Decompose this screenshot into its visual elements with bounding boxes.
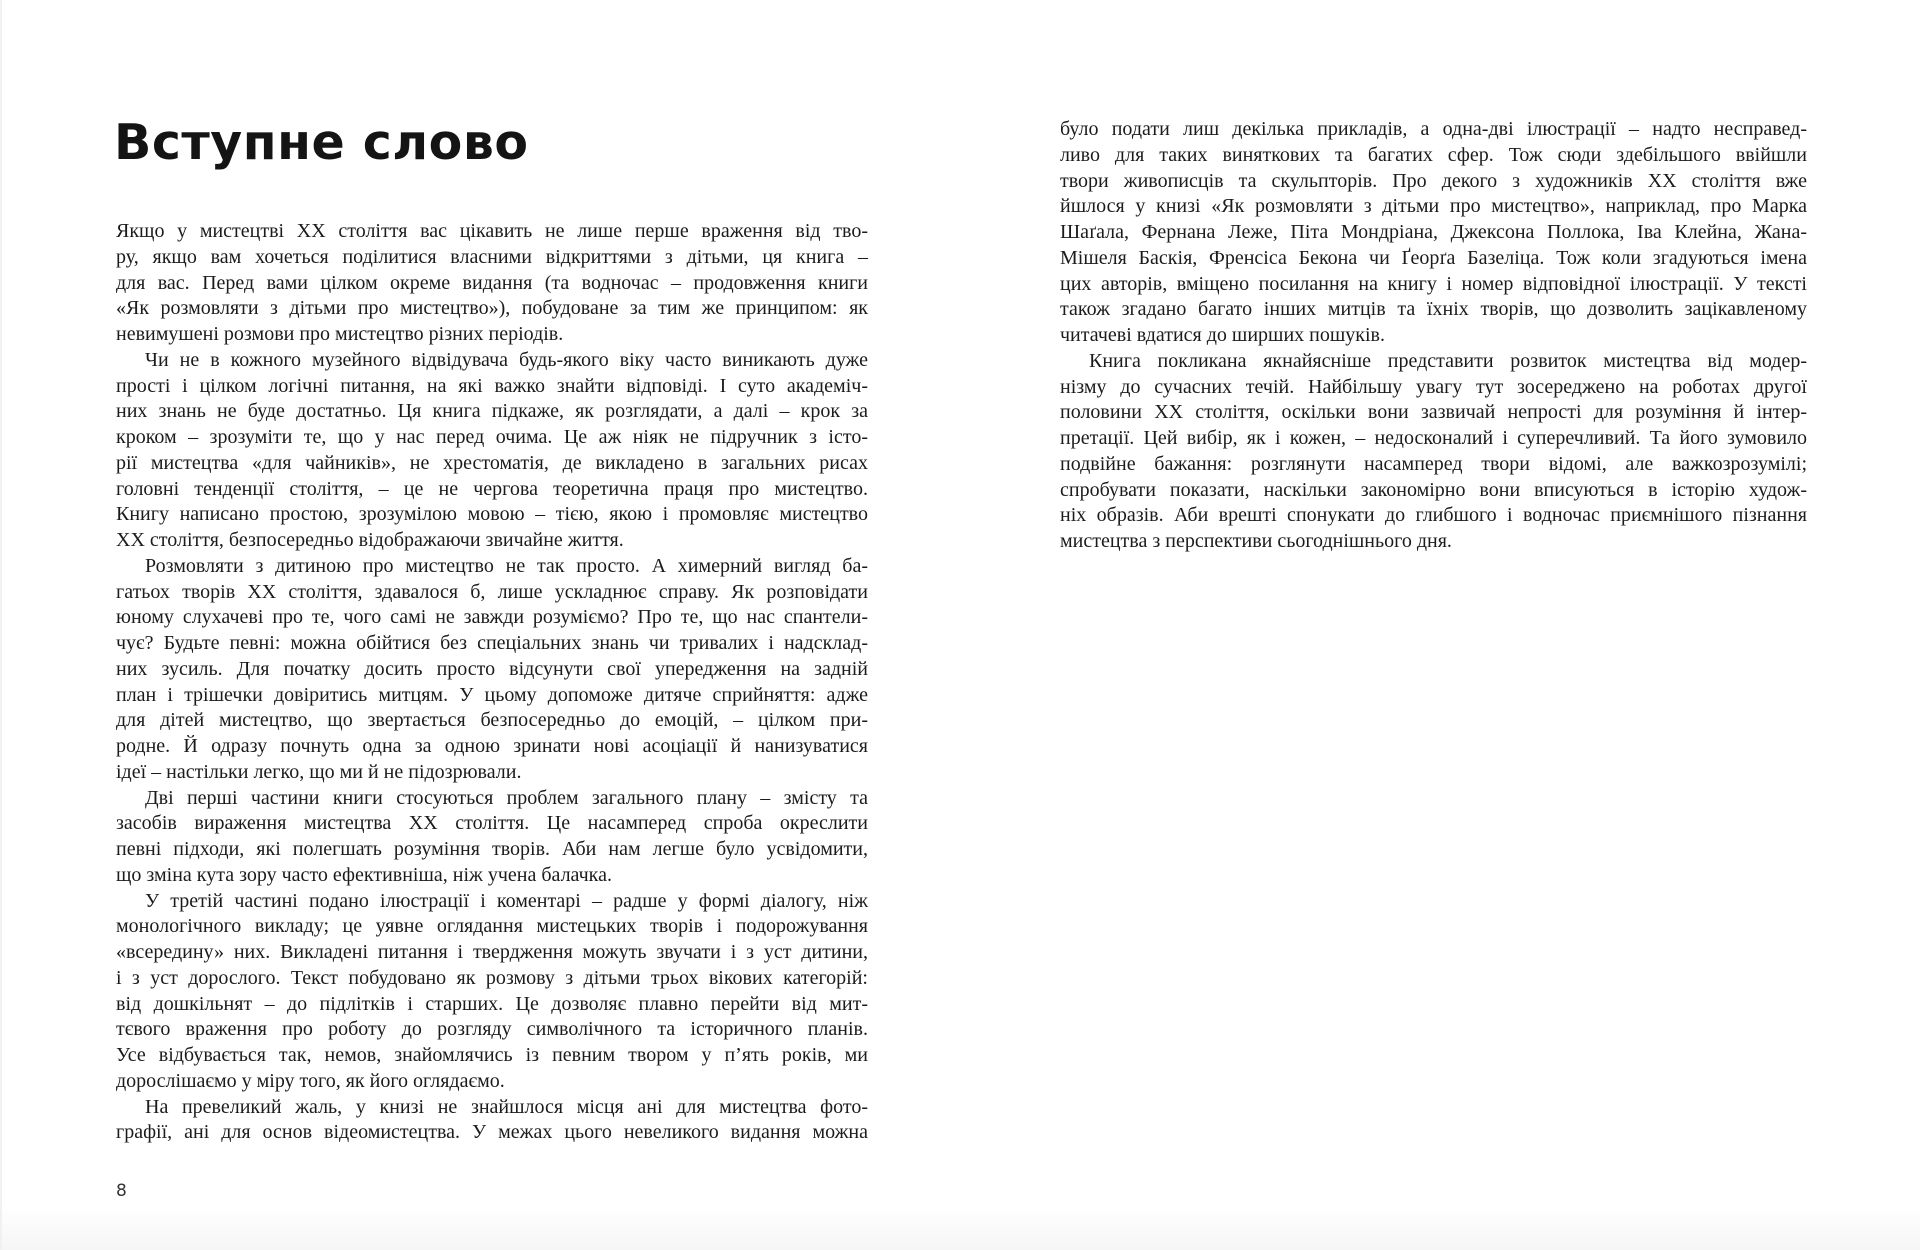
text-line: мистецтва з перспективи сьогоднішнього дня. xyxy=(1060,530,1452,552)
text-line: тєвого враження про роботу до розгляду символічного та історичного планів. xyxy=(116,1018,868,1041)
text-line: ливо для таких виняткових та багатих сфер. Тож сюди здебільшого ввійшли xyxy=(1060,143,1807,166)
text-line: спробувати показати, наскільки закономірно вони вписуються в історію худож- xyxy=(1060,478,1807,501)
text-line: них знань не буде достатньо. Ця книга підкаже, як розглядати, а далі – крок за xyxy=(116,400,868,423)
text-line: Шаґала, Фернана Леже, Піта Мондріана, Джексона Поллока, Іва Клейна, Жана- xyxy=(1060,221,1807,243)
text-line: рії мистецтва «для чайників», не хрестоматія, де викладено в загальних рисах xyxy=(116,451,868,474)
text-line: йшлося у книзі «Як розмовляти з дітьми про мистецтво», наприклад, про Марка xyxy=(1060,195,1807,218)
text-line: для вас. Перед вами цілком окреме видання (та водночас – продовження книги xyxy=(116,271,868,294)
text-line: родне. Й одразу почнуть одна за одною зринати нові асоціації й нанизуватися xyxy=(116,735,868,757)
text-line: Дві перші частини книги стосуються проблем загального плану – змісту та xyxy=(145,786,868,809)
paragraph xyxy=(116,219,868,348)
paragraph xyxy=(1060,117,1807,349)
text-line: було подати лиш декілька прикладів, а одна-дві ілюстрації – надто несправед- xyxy=(1060,118,1807,140)
text-line: претації. Цей вибір, як і кожен, – недосконалий і суперечливий. Та його зумовило xyxy=(1060,427,1807,449)
text-line: юному слухачеві про те, чого самі не завжди розуміємо? Про те, що нас спантели- xyxy=(116,606,868,629)
text-line: план і трішечки довіритись митцям. У цьому допоможе дитяче сприйняття: адже xyxy=(116,683,868,706)
text-line: невимушені розмови про мистецтво різних періодів. xyxy=(116,323,564,345)
text-line: читачеві вдатися до ширших пошуків. xyxy=(1060,324,1385,346)
text-line: «Як розмовляти з дітьми про мистецтво»), побудоване за тим же принципом: як xyxy=(116,297,868,320)
text-line: половини XX століття, оскільки вони зазвичай непрості для розуміння й інтер- xyxy=(1060,401,1807,424)
text-line: Мішеля Баскія, Френсіса Бекона чи Ґеорґа Базеліца. Тож коли згадуються імена xyxy=(1060,246,1807,269)
left-text-column xyxy=(116,219,868,1146)
text-line: «всередину» них. Викладені питання і твердження можуть звучати і з уст дитини, xyxy=(116,941,868,963)
text-line: них зусиль. Для початку досить просто відсунути свої упередження на задній xyxy=(116,657,868,680)
text-line: ру, якщо вам хочеться поділитися власними відкриттями з дітьми, ця книга – xyxy=(116,245,868,268)
text-line: цих авторів, вміщено посилання на книгу і номер відповідної ілюстрації. У тексті xyxy=(1060,272,1807,295)
text-line: чує? Будьте певні: можна обійтися без спеціальних знань чи тривалих і надсклад- xyxy=(116,632,868,654)
text-line: Книга покликана якнайясніше представити розвиток мистецтва від модер- xyxy=(1089,349,1807,372)
text-line: нізму до сучасних течій. Найбільшу увагу тут зосереджено на роботах другої xyxy=(1060,375,1807,398)
text-line: гатьох творів XX століття, здавалося б, лише ускладнює справу. Як розповідати xyxy=(116,580,868,603)
text-line: ніх образів. Аби врешті спонукати до глибшого і водночас приємнішого пізнання xyxy=(1060,504,1807,527)
text-line: засобів вираження мистецтва XX століття. Це насамперед спроба окреслити xyxy=(116,812,868,835)
paragraph xyxy=(116,554,868,786)
text-line: прості і цілком логічні питання, на які важко знайти відповіді. І суто академіч- xyxy=(116,374,868,397)
text-line: монологічного викладу; це уявне оглядання мистецьких творів і подорожування xyxy=(116,915,868,938)
paragraph xyxy=(116,889,868,1095)
text-line: Чи не в кожного музейного відвідувача будь-якого віку часто виникають дуже xyxy=(145,348,868,371)
text-line: Книгу написано простою, зрозумілою мовою – тією, якою і промовляє мистецтво xyxy=(116,503,868,526)
right-text-column xyxy=(1060,117,1807,555)
text-line: Розмовляти з дитиною про мистецтво не так просто. А химерний вигляд ба- xyxy=(145,554,868,577)
text-line: Усе відбувається так, немов, знайомлячись із певним твором у п’ять років, ми xyxy=(116,1044,868,1066)
page-edge xyxy=(0,0,2,1250)
page-number: 8 xyxy=(116,1181,127,1201)
text-line: На превеликий жаль, у книзі не знайшлося місця ані для мистецтва фото- xyxy=(145,1095,868,1118)
text-line: головні тенденції століття, – це не чергова теоретична праця про мистецтво. xyxy=(116,477,868,500)
text-line: що зміна кута зору часто ефективніша, ніж учена балачка. xyxy=(116,863,612,886)
text-line: Якщо у мистецтві XX століття вас цікавить не лише перше враження від тво- xyxy=(116,220,868,242)
text-line: XX століття, безпосередньо відображаючи звичайне життя. xyxy=(116,529,624,551)
paragraph xyxy=(1060,349,1807,555)
text-line: ідеї – настільки легко, що ми й не підозрювали. xyxy=(116,760,522,783)
text-line: графії, ані для основ відеомистецтва. У межах цього невеликого видання можна xyxy=(116,1121,868,1144)
text-line: дорослішаємо у міру того, як його оглядаємо. xyxy=(116,1069,505,1092)
text-line: кроком – зрозуміти те, що у нас перед очима. Це аж ніяк не підручник з істо- xyxy=(116,426,868,448)
paragraph xyxy=(116,786,868,889)
text-line: подвійне бажання: розглянути насамперед твори відомі, але важкозрозумілі; xyxy=(1060,452,1807,475)
text-line: У третій частині подано ілюстрації і коментарі – радше у формі діалогу, ніж xyxy=(145,889,868,912)
text-line: певні підходи, які полегшать розуміння творів. Аби нам легше було усвідомити, xyxy=(116,838,868,860)
text-line: також згадано багато інших митців та їхніх творів, що дозволить зацікавленому xyxy=(1060,298,1807,321)
paragraph xyxy=(116,348,868,554)
text-line: твори живописців та скульпторів. Про декого з художників XX століття вже xyxy=(1060,169,1807,192)
text-line: і з уст дорослого. Текст побудовано як розмову з дітьми трьох вікових категорій: xyxy=(116,966,868,989)
paragraph xyxy=(116,1095,868,1147)
text-line: від дошкільнят – до підлітків і старших. Це дозволяє плавно перейти від мит- xyxy=(116,992,868,1015)
text-line: для дітей мистецтво, що звертається безпосередньо до емоцій, – цілком при- xyxy=(116,709,868,732)
page-title: Вступне слово xyxy=(114,114,529,171)
